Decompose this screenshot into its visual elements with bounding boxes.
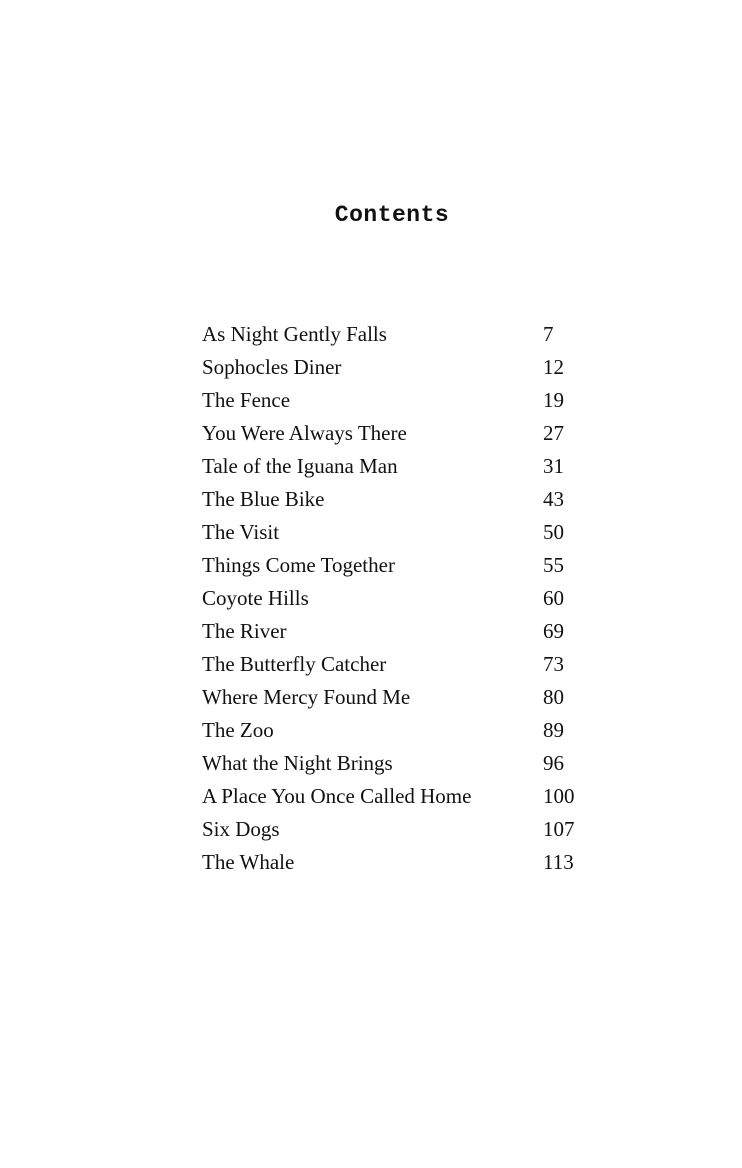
toc-entry-title: Things Come Together	[202, 553, 395, 577]
toc-entry-page: 7	[543, 322, 554, 346]
table-of-contents	[202, 318, 602, 879]
toc-entry[interactable]	[202, 681, 602, 714]
toc-entry[interactable]	[202, 615, 602, 648]
toc-entry[interactable]	[202, 549, 602, 582]
toc-entry-title: Where Mercy Found Me	[202, 685, 411, 709]
toc-entry[interactable]	[202, 351, 602, 384]
toc-entry-page: 50	[543, 520, 564, 544]
toc-entry-page: 89	[543, 718, 564, 742]
toc-entry-title: Coyote Hills	[202, 586, 309, 610]
toc-entry[interactable]	[202, 648, 602, 681]
toc-entry-page: 69	[543, 619, 564, 643]
toc-entry-title: The Whale	[202, 850, 295, 874]
toc-entry-title: The Blue Bike	[202, 487, 325, 511]
toc-entry-title: As Night Gently Falls	[202, 322, 387, 346]
toc-entry-title: The River	[202, 619, 287, 643]
toc-entry[interactable]	[202, 483, 602, 516]
toc-entry-title: The Fence	[202, 388, 291, 412]
toc-entry[interactable]	[202, 846, 602, 879]
toc-entry-page: 43	[543, 487, 564, 511]
toc-entry-page: 113	[543, 850, 574, 874]
toc-entry-page: 60	[543, 586, 564, 610]
contents-heading: Contents	[334, 202, 450, 228]
toc-entry-page: 96	[543, 751, 564, 775]
toc-entry[interactable]	[202, 582, 602, 615]
toc-entry[interactable]	[202, 384, 602, 417]
toc-entry-title: The Visit	[202, 520, 280, 544]
toc-entry[interactable]	[202, 450, 602, 483]
toc-entry[interactable]	[202, 780, 602, 813]
toc-entry[interactable]	[202, 813, 602, 846]
toc-entry[interactable]	[202, 714, 602, 747]
toc-entry-page: 100	[543, 784, 575, 808]
toc-entry-page: 80	[543, 685, 564, 709]
toc-entry-title: The Zoo	[202, 718, 274, 742]
toc-entry-page: 31	[543, 454, 564, 478]
toc-entry-title: Tale of the Iguana Man	[202, 454, 398, 478]
toc-entry-page: 55	[543, 553, 564, 577]
toc-entry[interactable]	[202, 417, 602, 450]
toc-entry-page: 19	[543, 388, 564, 412]
toc-entry-title: You Were Always There	[202, 421, 407, 445]
toc-entry[interactable]	[202, 318, 602, 351]
toc-entry-title: What the Night Brings	[202, 751, 393, 775]
toc-entry[interactable]	[202, 747, 602, 780]
toc-entry-title: Six Dogs	[202, 817, 280, 841]
toc-entry-title: A Place You Once Called Home	[202, 784, 472, 808]
toc-entry-title: Sophocles Diner	[202, 355, 342, 379]
toc-entry-page: 27	[543, 421, 564, 445]
toc-entry-page: 73	[543, 652, 564, 676]
toc-entry-page: 107	[543, 817, 575, 841]
toc-entry-title: The Butterfly Catcher	[202, 652, 387, 676]
toc-entry-page: 12	[543, 355, 564, 379]
toc-entry[interactable]	[202, 516, 602, 549]
